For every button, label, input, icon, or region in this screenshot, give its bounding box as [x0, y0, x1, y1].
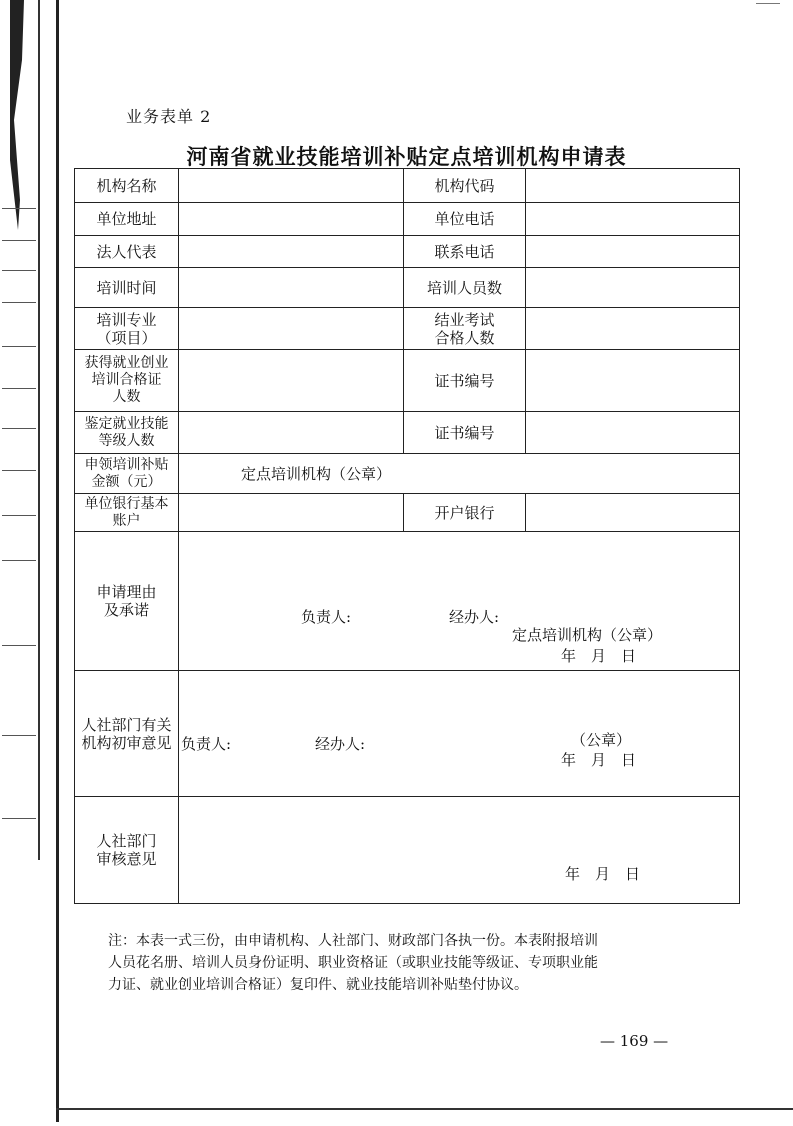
scan-mark	[756, 3, 780, 4]
label-trainee-count: 培训人员数	[404, 268, 526, 308]
binding-line	[38, 0, 40, 860]
row-prelim	[75, 671, 740, 797]
footnote-line3: 力证、就业创业培训合格证）复印件、就业技能培训补贴垫付协议。	[108, 977, 528, 993]
label-training-time: 培训时间	[75, 268, 179, 308]
label-prelim	[75, 671, 179, 797]
label-prelim-line1: 人社部门有关	[81, 715, 172, 734]
label-cert-no-1: 证书编号	[404, 350, 526, 412]
field-cert-no-2[interactable]	[526, 412, 740, 454]
label-review	[75, 797, 179, 904]
label-subsidy-line1: 申领培训补贴	[84, 456, 169, 473]
page-number: — 169 —	[600, 1032, 669, 1050]
field-unit-phone[interactable]	[526, 203, 740, 236]
field-major[interactable]	[179, 308, 404, 350]
apply-responsible: 负责人:	[301, 608, 352, 626]
label-cert-a	[75, 350, 179, 412]
label-skill-line1: 鉴定就业技能	[84, 415, 169, 432]
field-cert-no-1[interactable]	[526, 350, 740, 412]
label-cert-a-line2: 培训合格证	[91, 372, 162, 388]
field-skill-count[interactable]	[179, 412, 404, 454]
label-cert-a-line1: 获得就业创业	[84, 355, 169, 371]
row-bank	[75, 494, 740, 532]
label-skill-line2: 等级人数	[98, 432, 155, 449]
field-review[interactable]	[179, 797, 740, 904]
row-org-name	[75, 169, 740, 203]
field-prelim[interactable]	[179, 671, 740, 797]
prelim-stamp: （公章）	[571, 731, 632, 749]
label-bank-account	[75, 494, 179, 532]
label-skill	[75, 412, 179, 454]
application-form-table	[74, 168, 740, 904]
label-major-line2: （项目）	[96, 328, 157, 347]
label-passed-line1: 结业考试	[434, 310, 495, 329]
label-subsidy	[75, 454, 179, 494]
binding-edge	[0, 0, 34, 1122]
field-trainee-count[interactable]	[526, 268, 740, 308]
label-review-line1: 人社部门	[96, 832, 157, 850]
field-subsidy[interactable]	[179, 454, 740, 494]
form-number: 业务表单 2	[126, 107, 212, 126]
label-address: 单位地址	[75, 203, 179, 236]
label-major-line1: 培训专业	[96, 310, 157, 329]
label-org-name: 机构名称	[75, 169, 179, 203]
bottom-rule	[56, 1108, 793, 1110]
row-skill	[75, 412, 740, 454]
label-apply-reason	[75, 532, 179, 671]
field-bank-account[interactable]	[179, 494, 404, 532]
field-training-time[interactable]	[179, 268, 404, 308]
field-address[interactable]	[179, 203, 404, 236]
field-org-code[interactable]	[526, 169, 740, 203]
subsidy-stamp-text: 定点培训机构（公章）	[241, 465, 392, 483]
field-cert-a-count[interactable]	[179, 350, 404, 412]
apply-date: 年 月 日	[561, 647, 637, 665]
label-apply-line2: 及承诺	[103, 601, 149, 619]
label-bank-account-line2: 账户	[112, 512, 141, 529]
label-cert-no-2: 证书编号	[404, 412, 526, 454]
label-prelim-line2: 机构初审意见	[81, 733, 172, 752]
field-passed-count[interactable]	[526, 308, 740, 350]
apply-handler: 经办人:	[449, 608, 500, 626]
label-major	[75, 308, 179, 350]
footnote-line1: 注：本表一式三份，由申请机构、人社部门、财政部门各执一份。本表附报培训	[108, 933, 598, 949]
row-address	[75, 203, 740, 236]
row-major	[75, 308, 740, 350]
field-contact-phone[interactable]	[526, 236, 740, 268]
prelim-responsible: 负责人:	[181, 735, 232, 753]
page-edge-line	[56, 0, 59, 1122]
footnote	[108, 930, 708, 996]
binding-shadow	[0, 0, 34, 1122]
label-cert-a-line3: 人数	[112, 389, 141, 405]
row-legal-rep	[75, 236, 740, 268]
prelim-handler: 经办人:	[315, 735, 366, 753]
prelim-date: 年 月 日	[561, 751, 637, 769]
page-title: 河南省就业技能培训补贴定点培训机构申请表	[186, 144, 627, 169]
label-passed-count	[404, 308, 526, 350]
row-apply-reason	[75, 532, 740, 671]
review-date: 年 月 日	[565, 865, 641, 883]
apply-stamp: 定点培训机构（公章）	[512, 626, 663, 644]
footnote-line2: 人员花名册、培训人员身份证明、职业资格证（或职业技能等级证、专项职业能	[108, 955, 598, 971]
label-contact-phone: 联系电话	[404, 236, 526, 268]
row-training-time	[75, 268, 740, 308]
label-subsidy-line2: 金额（元）	[91, 473, 162, 490]
label-bank-account-line1: 单位银行基本	[84, 495, 169, 512]
label-apply-line1: 申请理由	[96, 583, 157, 601]
field-legal-rep[interactable]	[179, 236, 404, 268]
row-subsidy	[75, 454, 740, 494]
row-cert-a	[75, 350, 740, 412]
field-bank[interactable]	[526, 494, 740, 532]
field-org-name[interactable]	[179, 169, 404, 203]
label-org-code: 机构代码	[404, 169, 526, 203]
label-legal-rep: 法人代表	[75, 236, 179, 268]
row-review	[75, 797, 740, 904]
label-review-line2: 审核意见	[96, 850, 157, 868]
label-bank: 开户银行	[404, 494, 526, 532]
label-passed-line2: 合格人数	[434, 328, 495, 347]
label-unit-phone: 单位电话	[404, 203, 526, 236]
field-apply-reason[interactable]	[179, 532, 740, 671]
